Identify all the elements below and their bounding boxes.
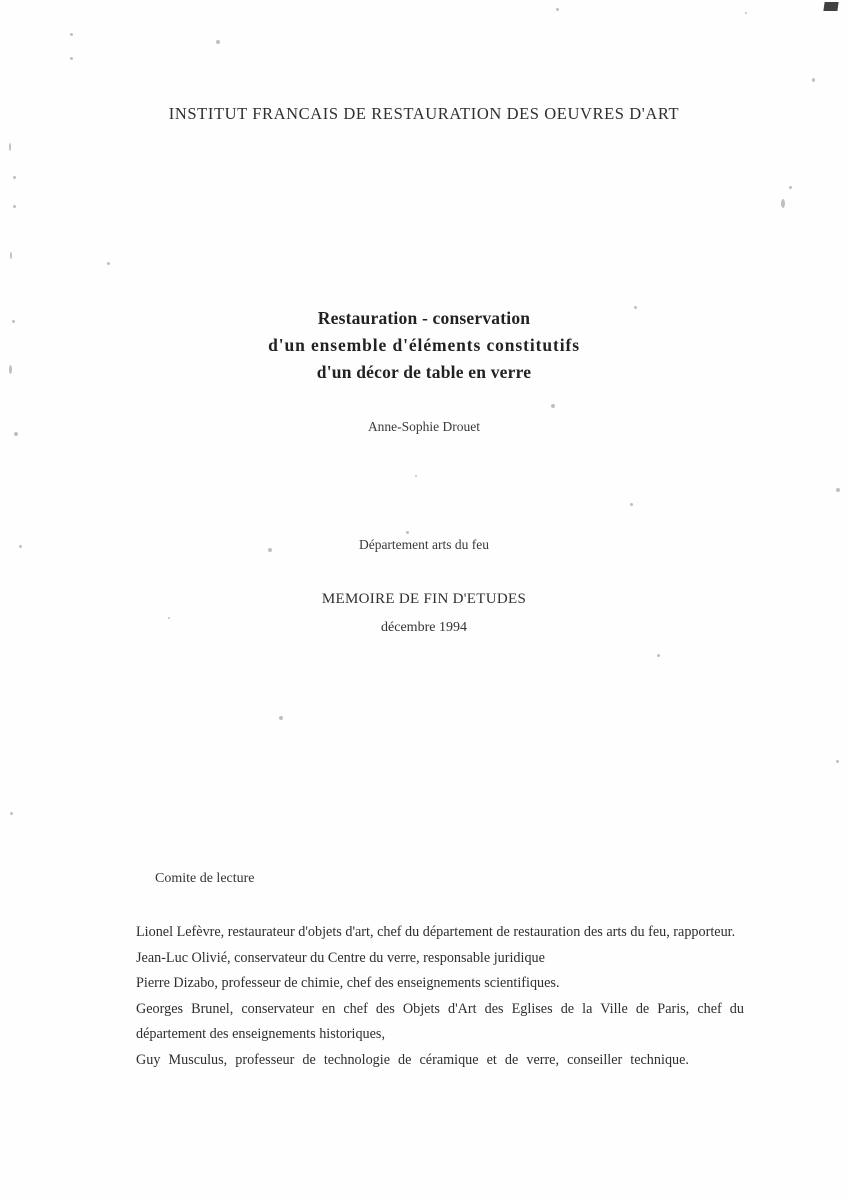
scan-speck (10, 252, 12, 259)
committee-member-list (136, 920, 744, 1073)
scan-speck (836, 488, 840, 492)
scan-speck (812, 78, 815, 82)
scan-corner-artifact (823, 2, 838, 11)
committee-member: Guy Musculus, professeur de technologie de céramique et de verre, conseiller technique. (136, 1051, 689, 1068)
scan-speck (216, 40, 220, 44)
committee-member: Georges Brunel, conservateur en chef des Objets d'Art des Eglises de la Ville de Paris, chef du département des enseignements historiques, (136, 1000, 744, 1042)
committee-member: Pierre Dizabo, professeur de chimie, chef des enseignements scientifiques. (136, 975, 560, 991)
document-type: MEMOIRE DE FIN D'ETUDES (321, 591, 527, 607)
document-title (0, 305, 848, 386)
title-line-2: d'un ensemble d'éléments constitutifs (268, 335, 580, 355)
committee-member: Jean-Luc Olivié, conservateur du Centre du verre, responsable juridique (136, 949, 545, 966)
scan-speck (9, 143, 11, 151)
committee-heading: Comite de lecture (155, 871, 255, 886)
scan-speck (406, 531, 409, 534)
scan-speck (13, 205, 16, 208)
scan-speck (551, 404, 555, 408)
scan-speck (279, 716, 283, 720)
scan-speck (107, 262, 110, 265)
scan-speck (657, 654, 660, 657)
scan-speck (13, 176, 16, 179)
author-name: Anne-Sophie Drouet (367, 419, 481, 434)
scan-speck (781, 199, 785, 208)
scan-speck (836, 760, 839, 763)
scan-speck (415, 475, 417, 477)
document-date: décembre 1994 (381, 620, 467, 635)
scan-speck (70, 57, 73, 60)
institute-name: INSTITUT FRANCAIS DE RESTAURATION DES OEUVRES D'ART (168, 104, 680, 123)
scan-speck (556, 8, 559, 11)
scan-speck (745, 12, 747, 14)
scan-speck (70, 33, 73, 36)
committee-member: Lionel Lefèvre, restaurateur d'objets d'art, chef du département de restauration des arts du feu, rapporteur. (136, 924, 736, 940)
department-name: Département arts du feu (358, 537, 490, 552)
scan-speck (789, 186, 792, 189)
scan-speck (630, 503, 633, 506)
title-line-1: Restauration - conservation (317, 308, 531, 328)
title-line-3: d'un décor de table en verre (316, 362, 532, 382)
scan-speck (10, 812, 13, 815)
scan-speck (168, 617, 170, 619)
